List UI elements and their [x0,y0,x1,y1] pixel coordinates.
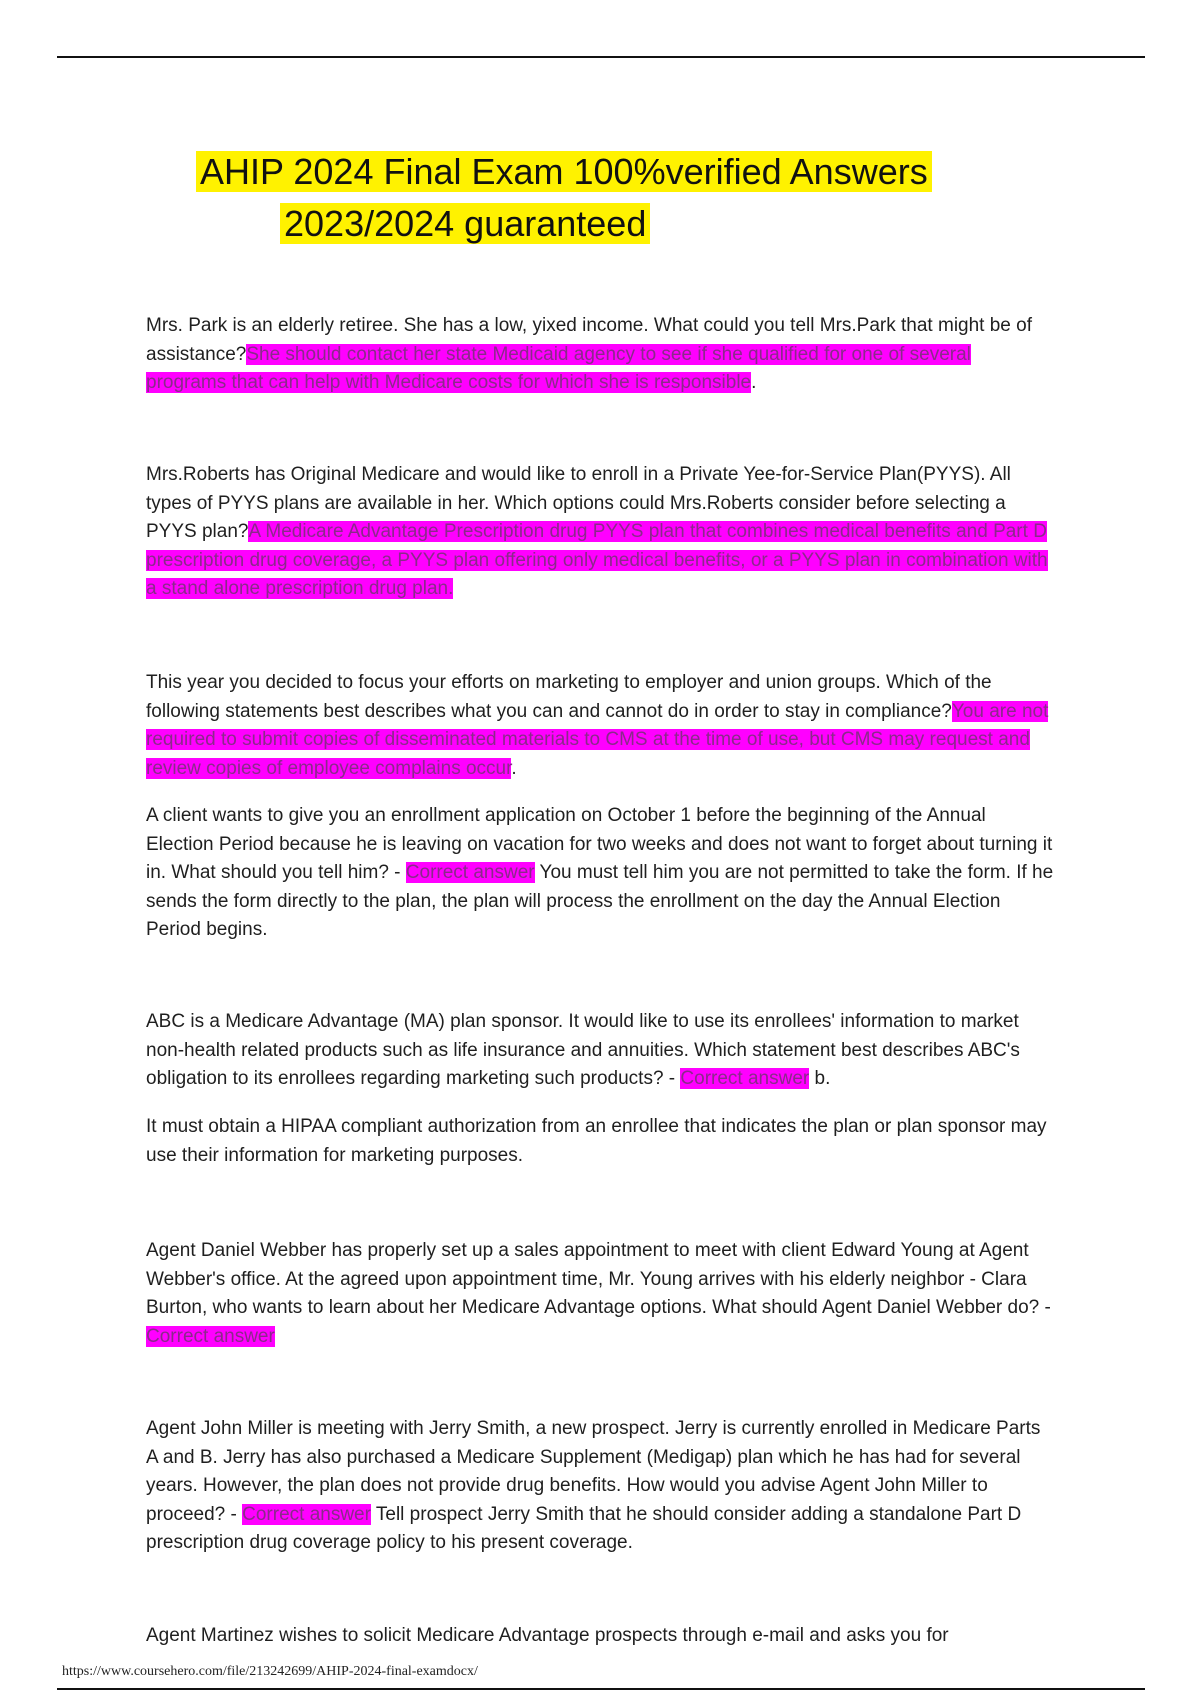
answer-highlight: She should contact her state Medicaid agency to see if she qualified for one of several programs that can help with Medicare costs for which she is responsible [146,343,971,393]
answer-trailing-text: b. [809,1068,831,1089]
qa-item-4 [146,802,1056,945]
question-text: This year you decided to focus your efforts on marketing to employer and union groups. Which of the following statements best describes what you can and cannot do in order to stay in compliance? [146,672,992,722]
title-line-1: AHIP 2024 Final Exam 100%verified Answers [196,151,932,192]
answer-highlight: A Medicare Advantage Prescription drug PYYS plan that combines medical benefits and Part D prescription drug coverage, a PYYS plan offering only medical benefits, or a PYYS plan in combination with a stand alone prescription drug plan. [146,521,1048,599]
answer-highlight: Correct answer [242,1503,371,1525]
qa-item-5 [146,1008,1056,1094]
qa-item-7 [146,1237,1056,1351]
qa-item-3 [146,669,1056,783]
answer-trailing-text: . [511,757,517,779]
qa-item-6 [146,1113,1056,1170]
answer-highlight: Correct answer [146,1325,275,1347]
qa-item-1 [146,312,1056,398]
answer-trailing-text: Tell prospect Jerry Smith that he should consider adding a standalone Part D prescription drug coverage policy to his present coverage. [146,1503,1022,1553]
title-line-2: 2023/2024 guaranteed [280,203,650,244]
question-text: Agent Daniel Webber has properly set up a sales appointment to meet with client Edward Young at Agent Webber's office. At the agreed upon appointment time, Mr. Young arrives with his elderly neighbor - Clara Burton, who wants to learn about her Medicare Advantage options. What should Agent Daniel Webber do? - [146,1240,1051,1318]
qa-item-8 [146,1415,1056,1558]
answer-highlight: Correct answer [405,862,535,883]
question-text: Agent Martinez wishes to solicit Medicare Advantage prospects through e-mail and asks you for [146,1625,949,1646]
top-rule [57,56,1145,58]
qa-item-2 [146,461,1056,604]
document-title [0,146,1200,250]
answer-trailing-text: You must tell him you are not permitted to take the form. If he sends the form directly to the plan, the plan will process the enrollment on the day the Annual Election Period begins. [146,862,1054,940]
question-text: Agent John Miller is meeting with Jerry Smith, a new prospect. Jerry is currently enrolled in Medicare Parts A and B. Jerry has also purchased a Medicare Supplement (Medigap) plan which he has had for several years. However, the plan does not provide drug benefits. How would you advise Agent John Miller to proceed? - [146,1418,1041,1525]
question-text: Mrs.Roberts has Original Medicare and would like to enroll in a Private Yee-for-Service Plan(PYYS). All types of PYYS plans are available in her. Which options could Mrs.Roberts consider before selecting a PYYS plan? [146,464,1011,542]
answer-paragraph: It must obtain a HIPAA compliant authorization from an enrollee that indicates the plan or plan sponsor may use their information for marketing purposes. [146,1116,1047,1166]
bottom-rule [57,1688,1145,1690]
question-text: Mrs. Park is an elderly retiree. She has a low, yixed income. What could you tell Mrs.Park that might be of assistance? [146,315,1032,365]
qa-item-9 [146,1622,1056,1651]
answer-highlight: Correct answer [680,1068,810,1089]
answer-highlight: You are not required to submit copies of disseminated materials to CMS at the time of use, but CMS may request and review copies of employee complains occur [146,700,1049,779]
question-text: A client wants to give you an enrollment application on October 1 before the beginning of the Annual Election Period because he is leaving on vacation for two weeks and does not want to forget about turning it in. What should you tell him? - [146,805,1053,883]
answer-trailing-text: . [751,372,757,393]
question-text: ABC is a Medicare Advantage (MA) plan sponsor. It would like to use its enrollees' information to market non-health related products such as life insurance and annuities. Which statement best describes ABC's obligation to its enrollees regarding marketing such products? - [146,1011,1020,1089]
source-url: https://www.coursehero.com/file/213242699/AHIP-2024-final-examdocx/ [62,1664,478,1679]
